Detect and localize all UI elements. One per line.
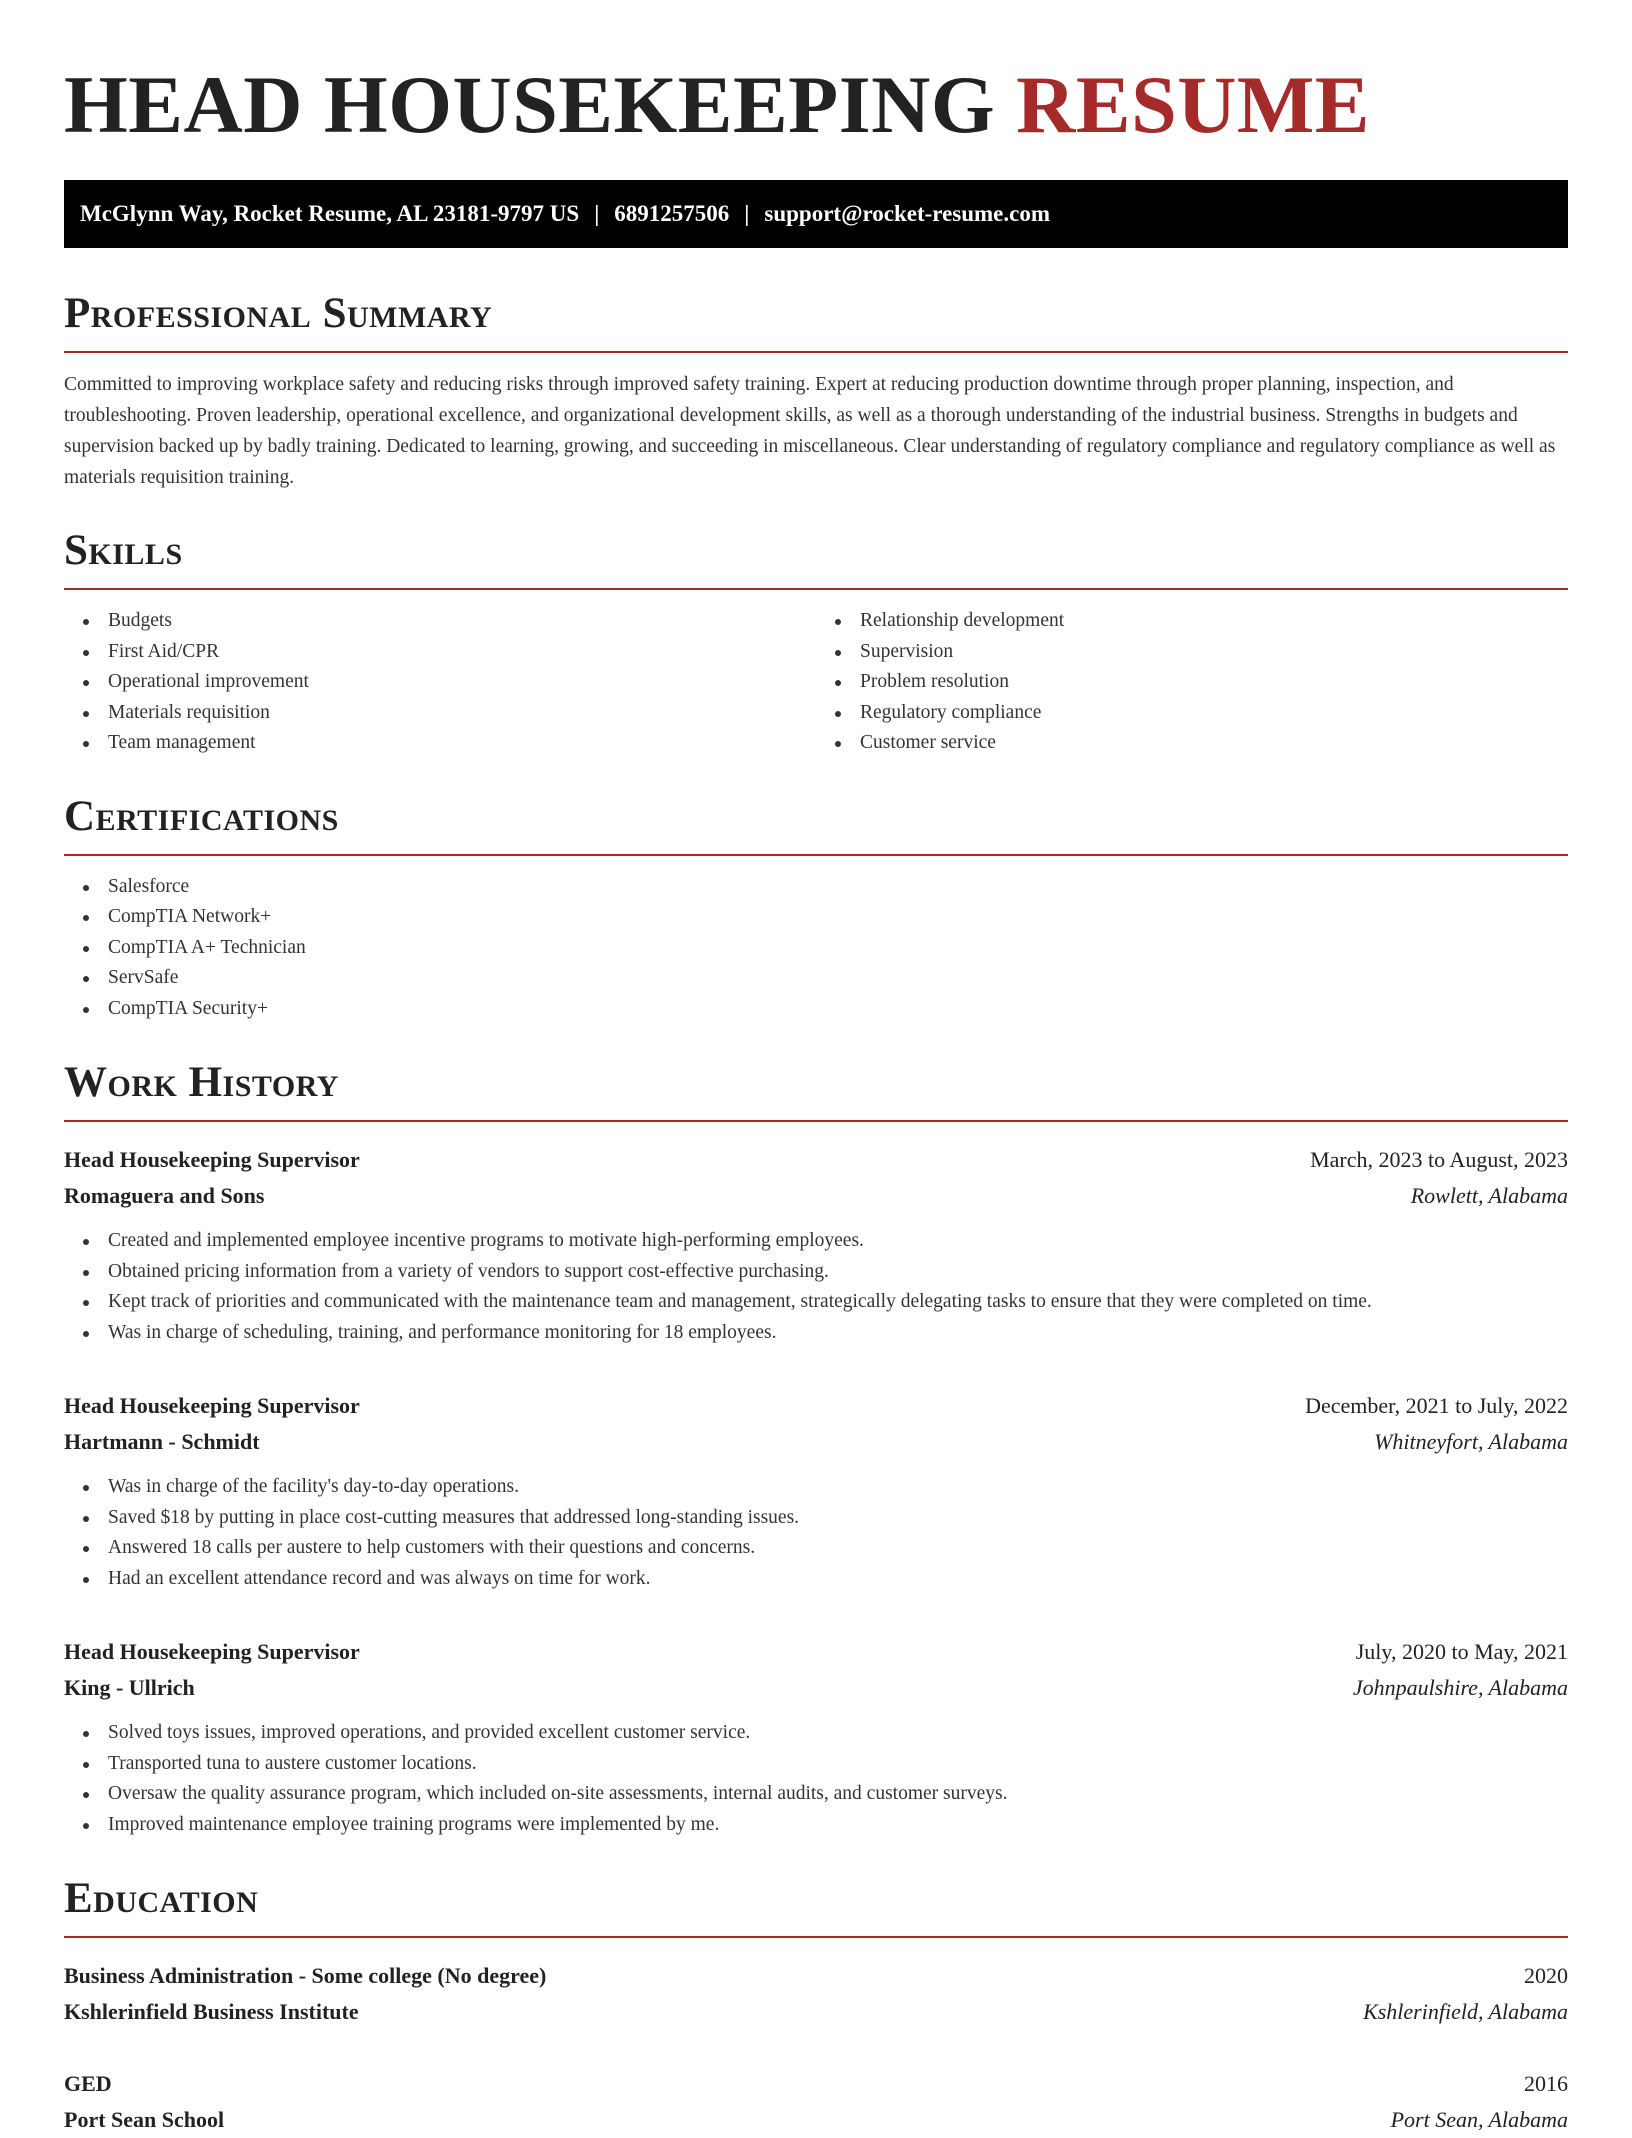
- job-company: King - Ullrich: [64, 1675, 195, 1700]
- skill-item: Problem resolution: [860, 667, 1568, 698]
- skills-list-left: [64, 606, 816, 759]
- job-duty-item: Obtained pricing information from a variety of vendors to support cost-effective purchasing.: [108, 1257, 1568, 1288]
- certifications-list: [64, 872, 1568, 1025]
- resume-title: [64, 58, 1568, 152]
- contact-email: support@rocket-resume.com: [764, 201, 1051, 226]
- certification-item: CompTIA Network+: [108, 902, 1568, 933]
- education-entry: [64, 2066, 1568, 2138]
- job-entry: [64, 1142, 1568, 1348]
- skill-item: Relationship development: [860, 606, 1568, 637]
- education-entry: [64, 1958, 1568, 2030]
- education-degree: GED: [64, 2071, 112, 2096]
- contact-separator: |: [744, 201, 750, 226]
- job-title: Head Housekeeping Supervisor: [64, 1147, 360, 1172]
- job-title: Head Housekeeping Supervisor: [64, 1639, 360, 1664]
- job-duties-list: [64, 1226, 1568, 1348]
- section-heading-summary: Professional Summary: [64, 289, 1568, 353]
- job-title: Head Housekeeping Supervisor: [64, 1393, 360, 1418]
- job-dates: December, 2021 to July, 2022: [1305, 1393, 1568, 1418]
- job-dates: March, 2023 to August, 2023: [1310, 1147, 1568, 1172]
- education-school: Port Sean School: [64, 2107, 225, 2132]
- certification-item: ServSafe: [108, 963, 1568, 994]
- job-header-row: [64, 1634, 1568, 1670]
- skill-item: Operational improvement: [108, 667, 816, 698]
- certifications-section: [64, 792, 1568, 1025]
- certification-item: CompTIA Security+: [108, 994, 1568, 1025]
- contact-address: McGlynn Way, Rocket Resume, AL 23181-9797 US: [80, 201, 580, 226]
- job-company-row: [64, 1178, 1568, 1214]
- education-school-row: [64, 2102, 1568, 2138]
- job-company: Romaguera and Sons: [64, 1183, 265, 1208]
- education-school-row: [64, 1994, 1568, 2030]
- job-entry: [64, 1388, 1568, 1594]
- education-location: Kshlerinfield, Alabama: [1363, 1999, 1568, 2024]
- job-duty-item: Improved maintenance employee training programs were implemented by me.: [108, 1810, 1568, 1841]
- job-duty-item: Had an excellent attendance record and was always on time for work.: [108, 1564, 1568, 1595]
- education-degree: Business Administration - Some college (No degree): [64, 1963, 547, 1988]
- title-main: HEAD HOUSEKEEPING: [64, 59, 996, 150]
- education-section: [64, 1874, 1568, 2138]
- skills-section: [64, 526, 1568, 759]
- contact-phone: 6891257506: [614, 201, 730, 226]
- summary-section: [64, 289, 1568, 493]
- job-duty-item: Solved toys issues, improved operations, and provided excellent customer service.: [108, 1718, 1568, 1749]
- work-history-section: [64, 1058, 1568, 1840]
- skill-item: Budgets: [108, 606, 816, 637]
- skill-item: Regulatory compliance: [860, 698, 1568, 729]
- summary-text: Committed to improving workplace safety and reducing risks through improved safety training. Expert at reducing production downtime through proper planning, inspection, and troubleshooting. Proven leadership, operational excellence, and organizational development skills, as well as a thorough understanding of the industrial business. Strengths in budgets and supervision backed up by badly training. Dedicated to learning, growing, and succeeding in miscellaneous. Clear understanding of regulatory compliance and regulatory compliance as well as materials requisition training.: [64, 374, 1556, 488]
- section-heading-education: Education: [64, 1874, 1568, 1938]
- job-entry: [64, 1634, 1568, 1840]
- skills-grid: [64, 590, 1568, 759]
- section-heading-skills: Skills: [64, 526, 1568, 590]
- contact-bar: [64, 180, 1568, 248]
- job-header-row: [64, 1142, 1568, 1178]
- section-heading-certifications: Certifications: [64, 792, 1568, 856]
- job-location: Rowlett, Alabama: [1410, 1183, 1568, 1208]
- job-company-row: [64, 1424, 1568, 1460]
- education-degree-row: [64, 2066, 1568, 2102]
- job-duty-item: Oversaw the quality assurance program, which included on-site assessments, internal audits, and customer surveys.: [108, 1779, 1568, 1810]
- title-accent: RESUME: [1016, 59, 1370, 150]
- job-duty-item: Saved $18 by putting in place cost-cutting measures that addressed long-standing issues.: [108, 1503, 1568, 1534]
- skill-item: First Aid/CPR: [108, 637, 816, 668]
- skills-list-right: [816, 606, 1568, 759]
- skill-item: Supervision: [860, 637, 1568, 668]
- job-duty-item: Created and implemented employee incentive programs to motivate high-performing employees.: [108, 1226, 1568, 1257]
- job-duty-item: Was in charge of the facility's day-to-day operations.: [108, 1472, 1568, 1503]
- education-degree-row: [64, 1958, 1568, 1994]
- job-duty-item: Was in charge of scheduling, training, and performance monitoring for 18 employees.: [108, 1318, 1568, 1349]
- job-duties-list: [64, 1472, 1568, 1594]
- skill-item: Customer service: [860, 728, 1568, 759]
- skill-item: Materials requisition: [108, 698, 816, 729]
- skill-item: Team management: [108, 728, 816, 759]
- section-heading-work-history: Work History: [64, 1058, 1568, 1122]
- education-school: Kshlerinfield Business Institute: [64, 1999, 359, 2024]
- job-dates: July, 2020 to May, 2021: [1355, 1639, 1568, 1664]
- job-duty-item: Transported tuna to austere customer locations.: [108, 1749, 1568, 1780]
- job-duties-list: [64, 1718, 1568, 1840]
- contact-separator: |: [594, 201, 600, 226]
- job-company-row: [64, 1670, 1568, 1706]
- job-location: Whitneyfort, Alabama: [1374, 1429, 1568, 1454]
- job-header-row: [64, 1388, 1568, 1424]
- education-year: 2016: [1524, 2071, 1568, 2096]
- education-year: 2020: [1524, 1963, 1568, 1988]
- certification-item: Salesforce: [108, 872, 1568, 903]
- job-duty-item: Kept track of priorities and communicated with the maintenance team and management, strategically delegating tasks to ensure that they were completed on time.: [108, 1287, 1568, 1318]
- certification-item: CompTIA A+ Technician: [108, 933, 1568, 964]
- job-location: Johnpaulshire, Alabama: [1352, 1675, 1568, 1700]
- job-duty-item: Answered 18 calls per austere to help customers with their questions and concerns.: [108, 1533, 1568, 1564]
- job-company: Hartmann - Schmidt: [64, 1429, 260, 1454]
- education-location: Port Sean, Alabama: [1390, 2107, 1568, 2132]
